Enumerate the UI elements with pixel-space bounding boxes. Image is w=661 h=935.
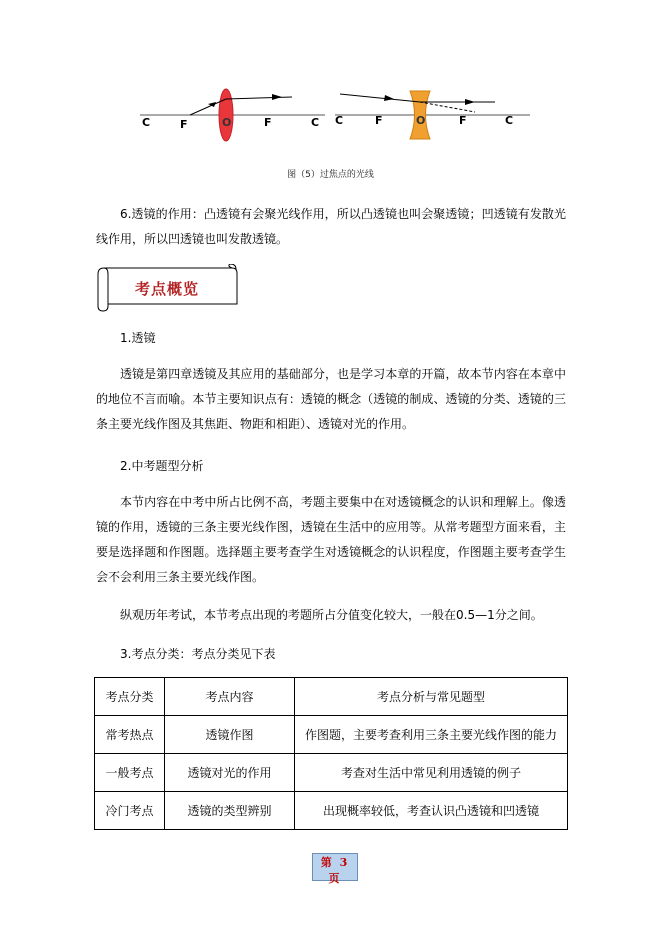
- label-left-c2: C: [311, 116, 320, 129]
- table-cell: 作图题，主要考查利用三条主要光线作图的能力: [295, 716, 568, 754]
- label-right-f2: F: [459, 114, 467, 127]
- table-cell: 一般考点: [95, 754, 165, 792]
- table-row: [95, 792, 568, 830]
- heading-lens: 1.透镜: [120, 331, 156, 345]
- label-right-o: O: [416, 114, 426, 127]
- table-cell: 考查对生活中常见利用透镜的例子: [295, 754, 568, 792]
- label-left-f2: F: [264, 116, 272, 129]
- table-cell: 透镜对光的作用: [165, 754, 295, 792]
- page-number: 第 3 页: [320, 856, 350, 885]
- scroll-title: 考点概览: [135, 280, 200, 298]
- heading-exam-analysis: 2.中考题型分析: [120, 459, 204, 473]
- table-header-cell: 考点分析与常见题型: [295, 678, 568, 716]
- table-cell: 透镜的类型辨别: [165, 792, 295, 830]
- table-cell: 出现概率较低，考查认识凸透镜和凹透镜: [295, 792, 568, 830]
- label-right-c2: C: [505, 114, 514, 127]
- label-left-o: O: [222, 116, 232, 129]
- classification-table: [94, 677, 568, 830]
- convex-lens: [219, 89, 233, 141]
- table-cell: 常考热点: [95, 716, 165, 754]
- figure-caption: 图（5）过焦点的光线: [287, 170, 374, 180]
- table-row: [95, 754, 568, 792]
- paragraph-score-range: 纵观历年考试，本节考点出现的考题所占分值变化较大，一般在0.5—1分之间。: [120, 608, 543, 622]
- table-cell: 透镜作图: [165, 716, 295, 754]
- lens-ray-figure: [120, 82, 540, 142]
- label-left-f1: F: [180, 118, 188, 131]
- paragraph-exam-analysis: 本节内容在中考中所占比例不高，考题主要集中在对透镜概念的认识和理解上。像透镜的作用，透镜的三条主要光线作图，透镜在生活中的应用等。从常考题型方面来看，主要是选择题和作图题。选择题主要考查学生对透镜概念的认识程度，作图题主要考查学生会不会利用三条主要光线作图。: [96, 495, 566, 584]
- table-header-cell: 考点分类: [95, 678, 165, 716]
- label-right-c1: C: [335, 114, 344, 127]
- label-left-c1: C: [142, 116, 151, 129]
- label-right-f1: F: [375, 114, 383, 127]
- table-row: [95, 716, 568, 754]
- table-header-cell: 考点内容: [165, 678, 295, 716]
- heading-classification: 3.考点分类：考点分类见下表: [120, 647, 276, 661]
- table-header-row: [95, 678, 568, 716]
- paragraph-lens-intro: 透镜是第四章透镜及其应用的基础部分，也是学习本章的开篇，故本节内容在本章中的地位不言而喻。本节主要知识点有：透镜的概念（透镜的制成、透镜的分类、透镜的三条主要光线作图及其焦距、物距和相距）、透镜对光的作用。: [96, 367, 566, 431]
- table-cell: 冷门考点: [95, 792, 165, 830]
- paragraph-lens-function: 6.透镜的作用：凸透镜有会聚光线作用，所以凸透镜也叫会聚透镜；凹透镜有发散光线作用，所以凹透镜也叫发散透镜。: [96, 207, 566, 246]
- page-number-box: [312, 853, 358, 885]
